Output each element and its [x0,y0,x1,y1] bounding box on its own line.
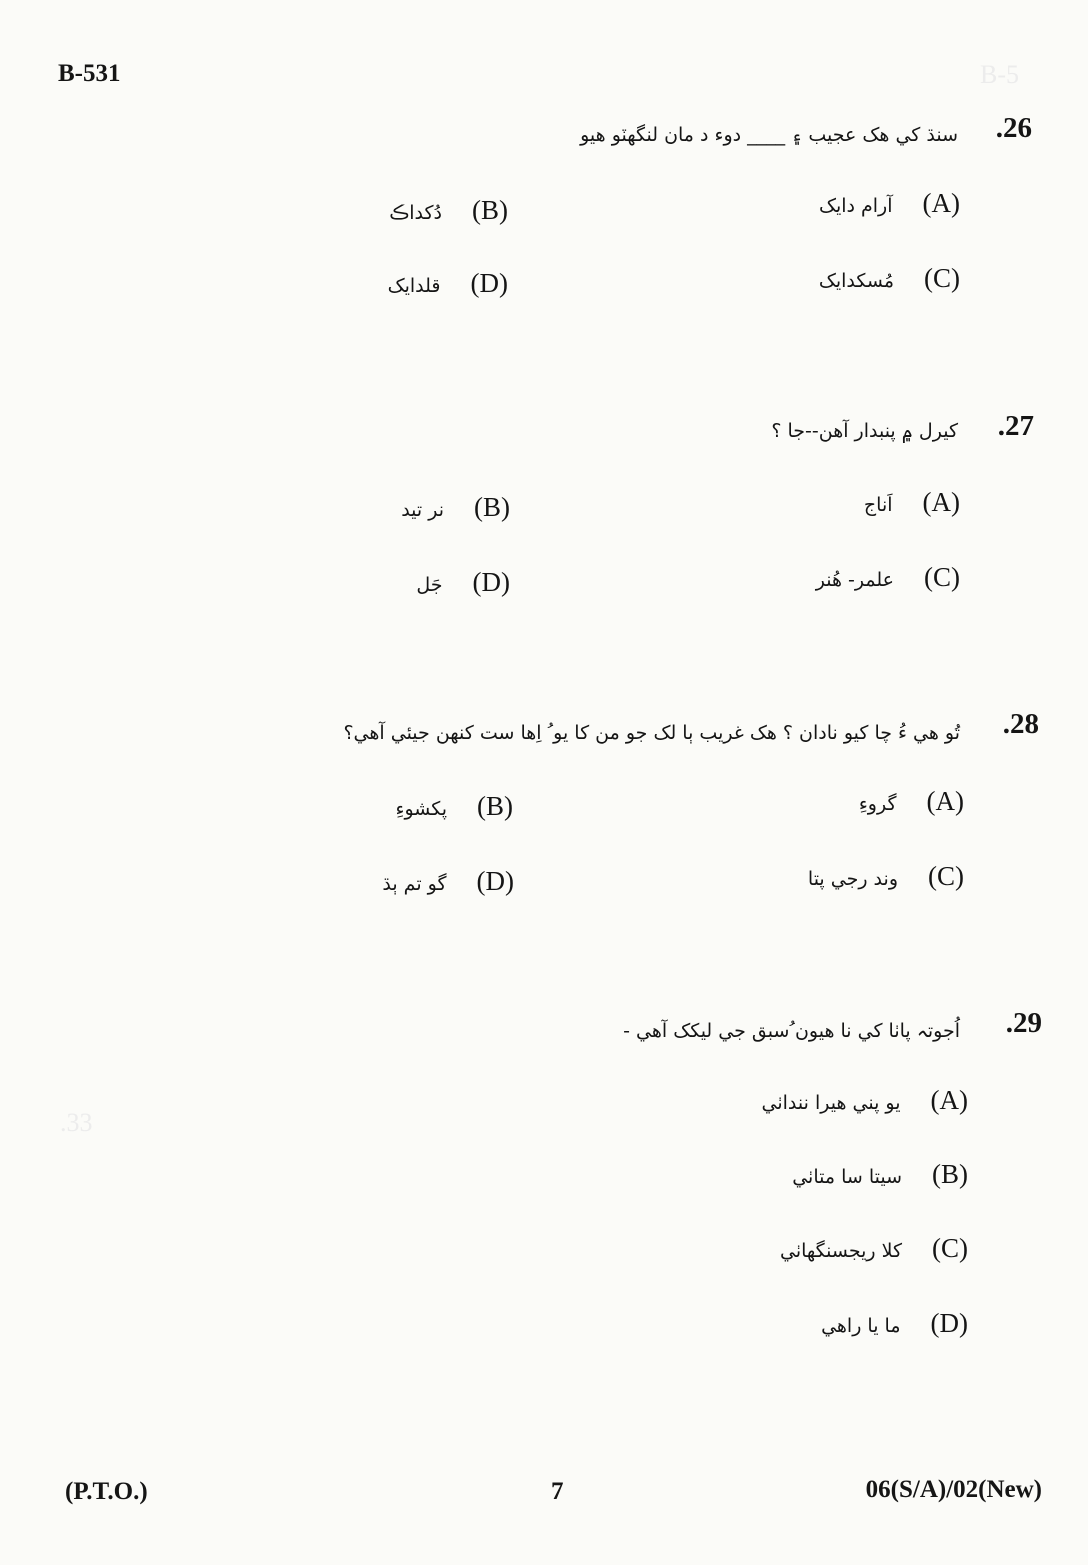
option-label: (A) [922,487,960,517]
option-c [816,562,960,593]
show-through-mark: .33 [60,1108,93,1137]
option-a [819,188,960,219]
option-text: قلدايک [387,275,441,297]
option-label: (D) [930,1308,968,1338]
pto-label: (P.T.O.) [65,1478,148,1505]
option-label: (A) [930,1085,968,1115]
option-c [808,861,964,892]
option-a [762,1085,968,1116]
option-label: (D) [472,567,510,597]
option-text: وند رجي پتا [807,868,898,890]
question-number: .29 [1005,1007,1042,1039]
option-d [821,1308,968,1339]
option-text: علمر- هُنر [815,569,894,591]
option-d [382,866,514,897]
option-d [416,567,510,598]
option-text: گروءِ [858,793,897,815]
option-label: (A) [926,786,964,816]
option-text: يو پني هيرا ننداٺي [761,1092,901,1114]
page-number: 7 [551,1478,564,1505]
option-c [780,1233,968,1264]
option-label: (B) [932,1159,968,1189]
option-text: اَناج [863,494,893,516]
option-label: (B) [474,492,510,522]
paper-reference: 06(S/A)/02(New) [865,1476,1042,1503]
option-d [388,268,508,299]
option-text: ما يا راهي [821,1315,901,1337]
option-label: (C) [932,1233,968,1263]
option-label: (D) [470,268,508,298]
paper-code: B-531 [58,60,121,87]
option-text: مُسکدايک [818,270,894,292]
question-number: .26 [995,112,1032,144]
show-through-mark: B-5 [980,60,1019,89]
option-text: پکشوءِ [395,798,447,820]
question-text: تُو هي ءُ چا کيو نادان ؟ هک غريب ٻا لک جو من کا يو ُ اِها ست کنهن جيئي آهي؟ [343,722,960,744]
question-text: اُجوتہ پاٺا کي نا هيون ُسبق جي ليکک آهي - [623,1020,960,1042]
option-b [389,195,508,226]
option-text: دُکداڪ [389,202,442,224]
option-b [401,492,510,523]
option-text: گو تم ٻڌ [382,873,447,895]
option-label: (C) [928,861,964,891]
option-label: (D) [476,866,514,896]
option-label: (A) [922,188,960,218]
option-text: جَل [416,574,443,596]
option-text: نر تيد [401,499,444,521]
option-c [819,263,960,294]
option-b [396,791,513,822]
option-label: (C) [924,263,960,293]
option-b [792,1159,968,1190]
option-text: آرام دايک [818,195,893,217]
option-text: کلا ريجسنگهاٺي [780,1240,902,1262]
option-a [859,786,964,817]
question-text: سنڌ کي هک عجيب ۽ ____ دوء د مان لنگهٽو هيو [580,124,958,146]
option-label: (B) [477,791,513,821]
option-label: (B) [472,195,508,225]
option-text: سيتا سا متاٺي [792,1166,902,1188]
question-number: .28 [1002,708,1039,740]
option-label: (C) [924,562,960,592]
question-text: کيرل ۾ پنبدار آهن--جا ؟ [771,420,958,442]
option-a [864,487,960,518]
question-number: .27 [997,410,1034,442]
